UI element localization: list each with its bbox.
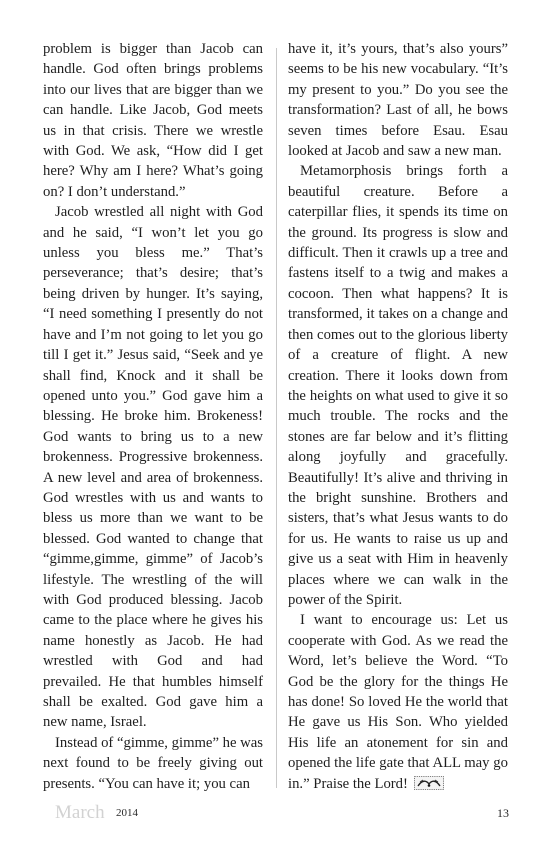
left-paragraph-2: Jacob wrestled all night with God and he said, “I won’t let you go unless you bless me.” That’s perseverance; that’s desire; that’s being driven by hunger. It’s saying, “I need something I presently do not have and I’m not going to let you go till I get it.” Jesus said, “Seek and ye shall find, Knock and it shall be opened unto you.” God gave him a blessing. He broke him. Brokeness! God wants to bring us to a new brokenness. Progressive brokenness. A new level and area of brokenness. God wrestles with us and wants to bless us more than we want to be blessed. God wanted to change that “gimme,gimme, gimme” of Jacob’s lifestyle. The wrestling of the will with God produced blessing. Jacob came to the place where he gives his name honestly as Jacob. He had wrestled with God and had prevailed. He that humbles himself shall be exalted. God gave him a new name, Israel.: [43, 204, 263, 731]
footer-year: 2014: [116, 807, 138, 819]
right-paragraph-2: Metamorphosis brings forth a beautiful creature. Before a caterpillar flies, it spends its time on the ground. Its progress is slow and difficult. Then it crawls up a tree and fastens itself to a twig and makes a cocoon. Then what happens? It is transformed, it takes on a change and then comes out to the glorious liberty of a creature of flight. A new creation. There it looks down from the heights on what used to give it so much trouble. The rocks and the stones are far below and it’s flitting along joyfully and gracefully. Beautifully! It’s alive and thriving in the bright sunshine. Brothers and sisters, that’s what Jesus wants to do for us. He wants to raise us up and give us a seat with Him in heavenly places where we can walk in the power of the Spirit.: [288, 163, 508, 608]
left-column: [43, 39, 263, 794]
right-column: [288, 39, 508, 794]
left-paragraph-3: Instead of “gimme, gimme” he was next found to be freely giving out presents. “You can have it; you can: [43, 734, 264, 792]
left-paragraph-1: problem is bigger than Jacob can handle. God often brings problems into our lives that are bigger than we can handle. Like Jacob, God meets us in that crisis. There we wrestle with God. We ask, “How did I get here? Why am I here? What’s going on? I don’t understand.”: [43, 41, 263, 200]
page-number: 13: [497, 806, 509, 820]
column-divider: [276, 48, 277, 788]
end-ornament-icon: [414, 776, 444, 790]
footer-month: March: [55, 802, 105, 823]
right-paragraph-1: have it, it’s yours, that’s also yours” seems to be his new vocabulary. “It’s my present to you.” Do you see the transformation? Last of all, he bows seven times before Esau. Esau looked at Jacob and saw a new man.: [288, 41, 508, 160]
right-paragraph-3: I want to encourage us: Let us cooperate with God. As we read the Word, let’s believe the Word. “To God be the glory for the things He has done! So loved He the world that He gave us His Son. Who yielded His life an atonement for sin and opened the life gate that ALL may go in.” Praise the Lord!: [288, 612, 508, 792]
right-paragraph-3-wrap: [288, 610, 508, 794]
